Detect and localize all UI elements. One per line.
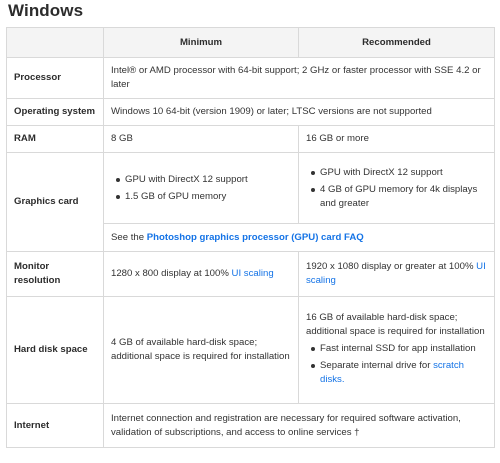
row-label-monitor: Monitor resolution	[7, 252, 104, 297]
row-label-os: Operating system	[7, 99, 104, 126]
row-label-graphics: Graphics card	[7, 153, 104, 252]
gpu-faq-link[interactable]: Photoshop graphics processor (GPU) card FAQ	[146, 231, 364, 243]
row-label-processor: Processor	[7, 58, 104, 99]
monitor-recommended	[299, 252, 495, 297]
ram-recommended: 16 GB or more	[299, 126, 495, 153]
os-value: Windows 10 64-bit (version 1909) or later; LTSC versions are not supported	[104, 99, 495, 126]
row-monitor-resolution	[7, 252, 495, 297]
graphics-recommended-list	[306, 166, 487, 211]
processor-value: Intel® or AMD processor with 64-bit support; 2 GHz or faster processor with SSE 4.2 or later	[104, 58, 495, 99]
row-label-internet: Internet	[7, 404, 104, 448]
row-ram	[7, 126, 495, 153]
section-title: Windows	[8, 1, 84, 20]
ram-minimum: 8 GB	[104, 126, 299, 153]
graphics-faq-cell	[104, 224, 495, 252]
graphics-recommended	[299, 153, 495, 224]
list-item: GPU with DirectX 12 support	[320, 166, 487, 180]
list-item	[320, 359, 487, 387]
graphics-minimum	[104, 153, 299, 224]
scratch-disks-link[interactable]: scratch disks.	[320, 359, 464, 385]
disk-recommended-text: 16 GB of available hard-disk space; additional space is required for installation	[306, 311, 485, 337]
row-processor	[7, 58, 495, 99]
disk-recommended-list	[306, 342, 487, 387]
header-corner	[7, 28, 104, 58]
row-label-ram: RAM	[7, 126, 104, 153]
row-operating-system	[7, 99, 495, 126]
header-minimum: Minimum	[104, 28, 299, 58]
list-item: GPU with DirectX 12 support	[125, 173, 291, 187]
ui-scaling-link-rec[interactable]: UI scaling	[306, 261, 486, 286]
monitor-recommended-text: 1920 x 1080 display or greater at 100%	[306, 261, 474, 272]
row-hard-disk	[7, 297, 495, 404]
monitor-minimum-text: 1280 x 800 display at 100%	[111, 268, 229, 279]
monitor-minimum	[104, 252, 299, 297]
list-item-text: Separate internal drive for	[320, 359, 431, 371]
row-internet	[7, 404, 495, 448]
internet-value: Internet connection and registration are necessary for required software activation, validation of subscriptions, and access to online services †	[104, 404, 495, 448]
system-requirements-table	[6, 27, 495, 448]
list-item: 4 GB of GPU memory for 4k displays and greater	[320, 183, 487, 211]
disk-minimum: 4 GB of available hard-disk space; additional space is required for installation	[104, 297, 299, 404]
row-graphics-card	[7, 153, 495, 224]
header-row	[7, 28, 495, 58]
row-label-disk: Hard disk space	[7, 297, 104, 404]
list-item: Fast internal SSD for app installation	[320, 342, 487, 356]
list-item: 1.5 GB of GPU memory	[125, 190, 291, 204]
graphics-minimum-list	[111, 173, 291, 204]
faq-prefix: See the	[111, 231, 145, 243]
header-recommended: Recommended	[299, 28, 495, 58]
disk-recommended	[299, 297, 495, 404]
ui-scaling-link-min[interactable]: UI scaling	[231, 268, 274, 279]
